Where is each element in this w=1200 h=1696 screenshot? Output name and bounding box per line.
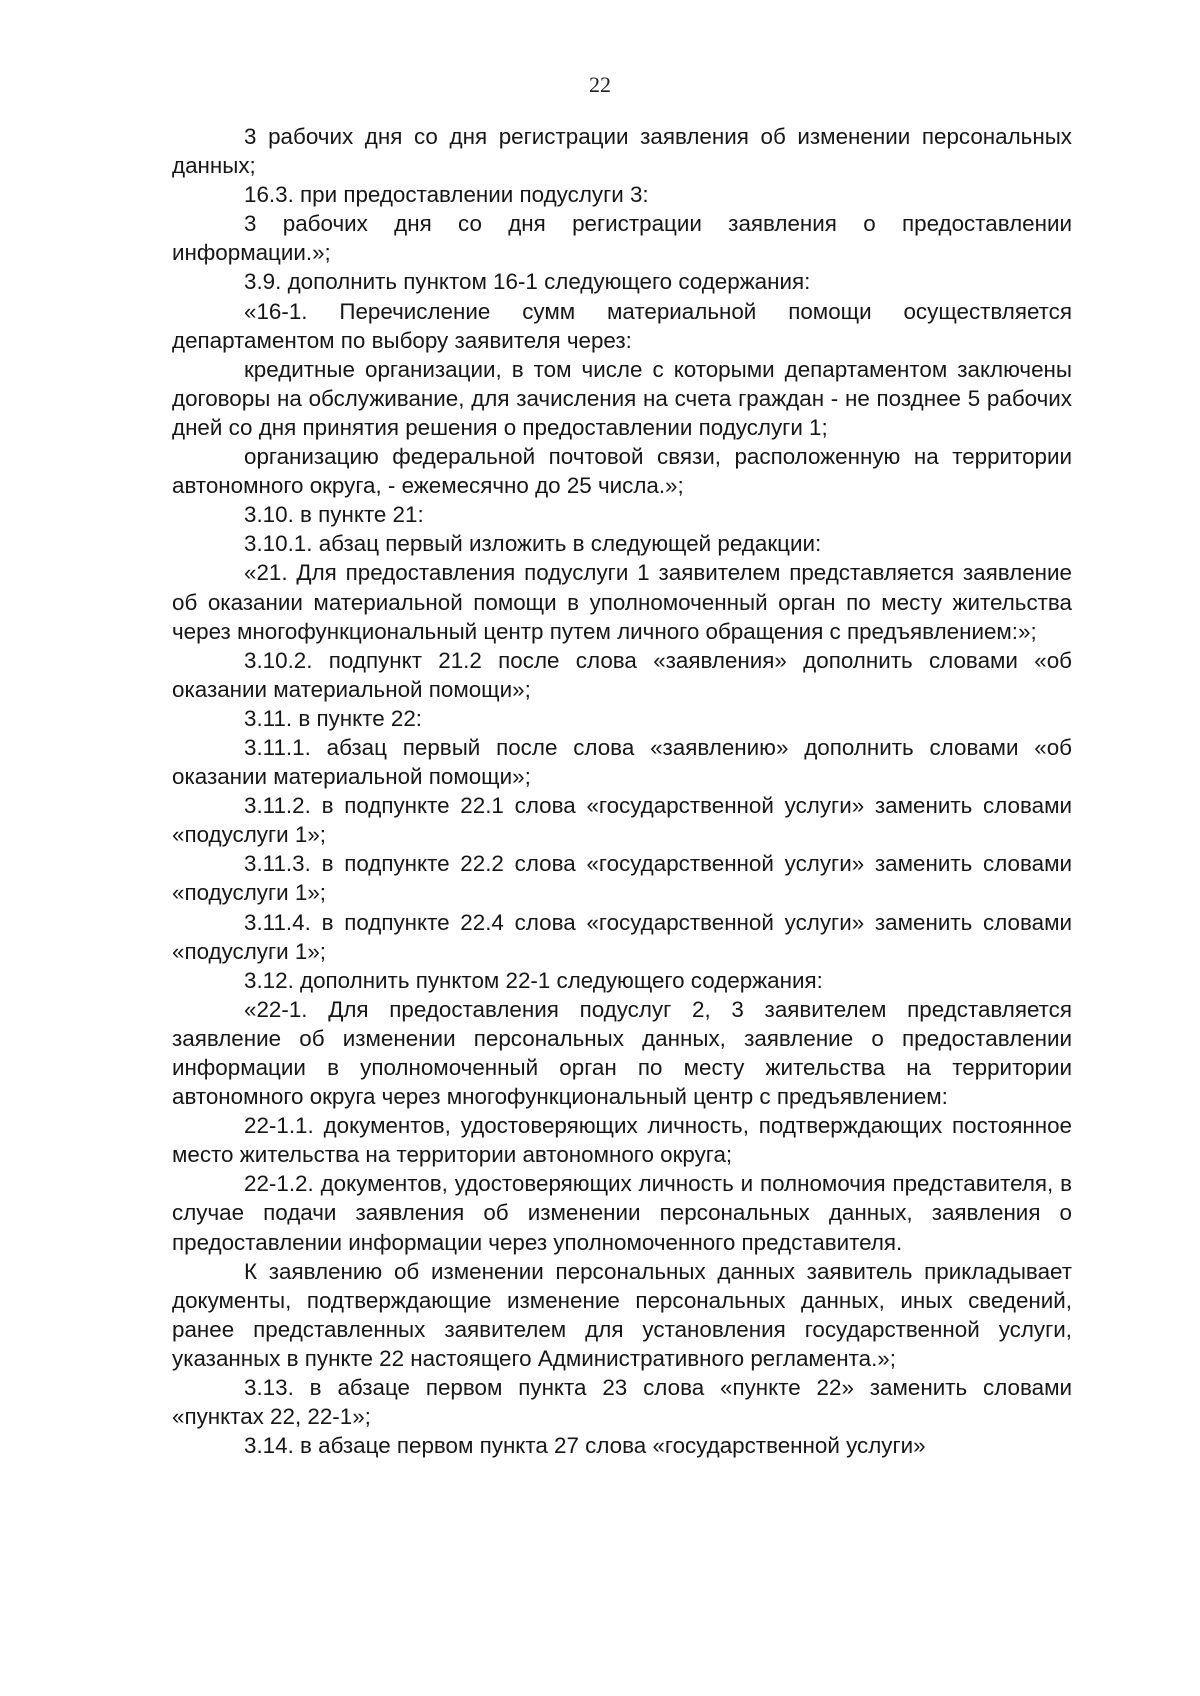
- paragraph: 3.11.1. абзац первый после слова «заявлению» дополнить словами «об оказании материальной помощи»;: [172, 734, 1072, 790]
- paragraph: 3.10.2. подпункт 21.2 после слова «заявления» дополнить словами «об оказании материальной помощи»;: [172, 647, 1072, 702]
- paragraph: 16.3. при предоставлении подуслуги 3:: [244, 182, 649, 208]
- paragraph: 3.11.4. в подпункте 22.4 слова «государственной услуги» заменить словами «подуслуги 1»;: [172, 909, 1072, 964]
- page-number: 22: [589, 72, 611, 97]
- paragraph: 3.13. в абзаце первом пункта 23 слова «пункте 22» заменить словами «пунктах 22, 22-1»;: [172, 1375, 1072, 1430]
- paragraph: 22-1.1. документов, удостоверяющих личность, подтверждающих постоянное место жительства на территории автономного округа;: [172, 1113, 1072, 1168]
- paragraph: 3.14. в абзаце первом пункта 27 слова «государственной услуги»: [244, 1433, 926, 1459]
- paragraph: 3.12. дополнить пунктом 22-1 следующего содержания:: [244, 967, 823, 993]
- paragraph: 3.9. дополнить пунктом 16-1 следующего содержания:: [244, 269, 811, 295]
- paragraph: 3.11. в пункте 22:: [244, 705, 423, 731]
- paragraph: 3 рабочих дня со дня регистрации заявления об изменении персональных данных;: [172, 124, 1072, 179]
- paragraph: «22-1. Для предоставления подуслуг 2, 3 заявителем представляется заявление об изменении персональных данных, заявление о предоставлении информации в уполномоченный орган по месту жительства на территории автономного округа через многофункциональный центр с предъявлением:: [172, 996, 1072, 1110]
- document-body: [172, 122, 1072, 1460]
- paragraph: «21. Для предоставления подуслуги 1 заявителем представляется заявление об оказании материальной помощи в уполномоченный орган по месту жительства через многофункциональный центр путем личного обращения с предъявлением:»;: [172, 560, 1072, 644]
- paragraph: 3.10.1. абзац первый изложить в следующей редакции:: [244, 531, 822, 557]
- paragraph: 22-1.2. документов, удостоверяющих личность и полномочия представителя, в случае подачи заявления об изменении персональных данных, заявления о предоставлении информации через уполномоченного представителя.: [172, 1171, 1072, 1255]
- paragraph: организацию федеральной почтовой связи, расположенную на территории автономного округа, - ежемесячно до 25 числа.»;: [172, 444, 1072, 499]
- paragraph: 3.11.2. в подпункте 22.1 слова «государственной услуги» заменить словами «подуслуги 1»;: [172, 793, 1072, 848]
- paragraph: 3 рабочих дня со дня регистрации заявления о предоставлении информации.»;: [172, 211, 1072, 266]
- paragraph: 3.10. в пункте 21:: [244, 502, 424, 528]
- paragraph: кредитные организации, в том числе с которыми департаментом заключены договоры на обслуживание, для зачисления на счета граждан - не позднее 5 рабочих дней со дня принятия решения о предоставлении подуслуги 1;: [172, 356, 1072, 440]
- paragraph: К заявлению об изменении персональных данных заявитель прикладывает документы, подтверждающие изменение персональных данных, иных сведений, ранее представленных заявителем для установления государственной услуги, указанных в пункте 22 настоящего Административного регламента.»;: [172, 1258, 1072, 1371]
- paragraph: «16-1. Перечисление сумм материальной помощи осуществляется департаментом по выбору заявителя через:: [172, 298, 1072, 353]
- paragraph: 3.11.3. в подпункте 22.2 слова «государственной услуги» заменить словами «подуслуги 1»;: [172, 851, 1072, 906]
